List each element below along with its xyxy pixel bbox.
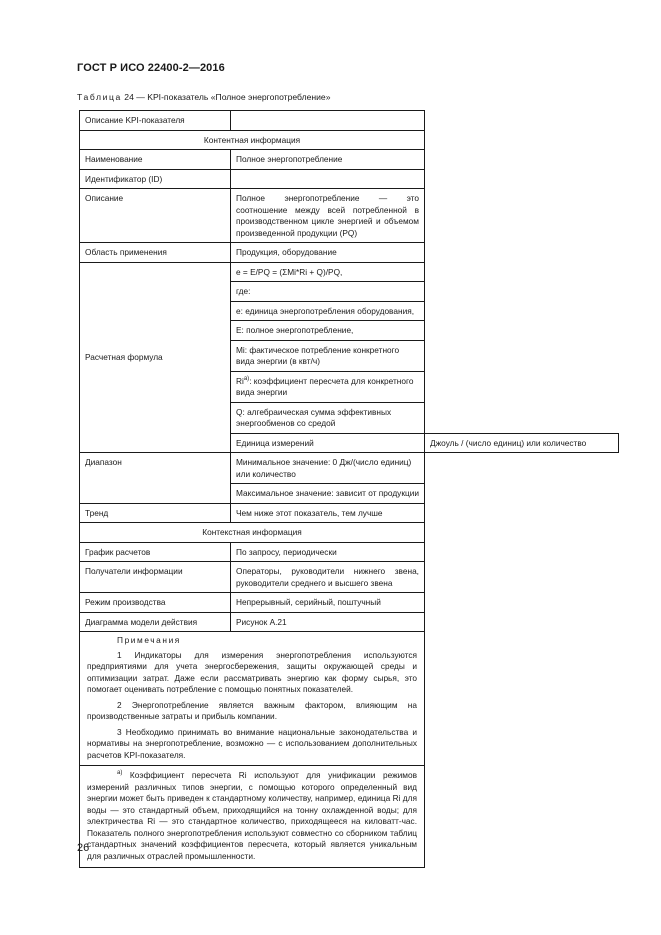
diagram-label: Диаграмма модели действия (80, 612, 231, 632)
unit-value: Джоуль / (число единиц) или количество (425, 433, 619, 453)
footnote (87, 770, 417, 862)
table-row (80, 542, 619, 562)
formula-ri-line (231, 371, 425, 402)
table-row (80, 243, 619, 263)
recipients-label: Получатели информации (80, 562, 231, 593)
diagram-value: Рисунок А.21 (231, 612, 425, 632)
schedule-value: По запросу, периодически (231, 542, 425, 562)
formula-line: e = E/PQ = (ΣMi*Ri + Q)/PQ, (231, 262, 425, 282)
id-label: Идентификатор (ID) (80, 169, 231, 189)
formula-line: Q: алгебраическая сумма эффективных энергообменов со средой (231, 402, 425, 433)
trend-label: Тренд (80, 503, 231, 523)
formula-line: e: единица энергопотребления оборудования, (231, 301, 425, 321)
notes-title: Примечания (117, 635, 181, 645)
kpi-table (79, 110, 619, 868)
notes-cell (80, 632, 425, 766)
name-value: Полное энергопотребление (231, 150, 425, 170)
range-label: Диапазон (80, 453, 231, 504)
desc-value (231, 111, 425, 131)
table-row (80, 562, 619, 593)
footnote-text: Коэффициент пересчета Ri используют для унификации режимов измерений различных типов энергии, с помощью которого определенный вид энергии может быть приведен к стандартному количеству, например, единица Ri для воды — это стандартный объем, приходящийся на тонну охлажденной воды; для электричества Ri — это стандартное количество, приходящееся на киловатт-час. Показатель полного энергопотребления используют совместно со сборником таблиц стандартных значений коэффициентов пересчета, который является уникальным для различных отраслей промышленности. (87, 770, 417, 861)
note-item: 1 Индикаторы для измерения энергопотребления используются предприятиями для учета энергосбережения, защиты окружающей среды и оптимизации затрат. Даже если рассматривать энергию как форму сырья, это помогает оценивать потребление с помощью понятных показателей. (87, 649, 417, 694)
description-value: Полное энергопотребление — это соотношение между всей потребленной в производственном цикле энергией и объемом произведенной продукции (PQ) (231, 189, 425, 243)
caption-prefix: Таблица (77, 92, 122, 102)
content-section-heading: Контентная информация (80, 130, 425, 150)
table-row (80, 262, 619, 282)
page-number: 26 (77, 842, 90, 854)
table-row (80, 503, 619, 523)
formula-line: где: (231, 282, 425, 302)
scope-value: Продукция, оборудование (231, 243, 425, 263)
name-label: Наименование (80, 150, 231, 170)
section-row (80, 523, 619, 543)
footnote-cell (80, 766, 425, 868)
formula-label: Расчетная формула (80, 262, 231, 453)
table-row (80, 612, 619, 632)
mode-label: Режим производства (80, 593, 231, 613)
formula-line: Mi: фактическое потребление конкретного вида энергии (в квт/ч) (231, 340, 425, 371)
range-max: Максимальное значение: зависит от продукции (231, 484, 425, 504)
footnote-ref: а) (243, 375, 250, 382)
mode-value: Непрерывный, серийный, поштучный (231, 593, 425, 613)
footnote-marker: а) (117, 770, 123, 776)
id-value (231, 169, 425, 189)
range-min: Минимальное значение: 0 Дж/(число единиц) или количество (231, 453, 425, 484)
footnote-row (80, 766, 619, 868)
table-row (80, 169, 619, 189)
trend-value: Чем ниже этот показатель, тем лучше (231, 503, 425, 523)
formula-ri-text: : коэффициент пересчета для конкретного вида энергии (236, 375, 414, 397)
table-row (80, 593, 619, 613)
desc-label: Описание KPI-показателя (80, 111, 231, 131)
formula-line: E: полное энергопотребление, (231, 321, 425, 341)
schedule-label: График расчетов (80, 542, 231, 562)
formula-ri-prefix: Ri (236, 375, 244, 386)
table-row (80, 111, 619, 131)
scope-label: Область применения (80, 243, 231, 263)
table-row (80, 189, 619, 243)
document-header: ГОСТ Р ИСО 22400-2—2016 (77, 62, 225, 74)
table-caption (77, 92, 331, 102)
table-row (80, 453, 619, 484)
section-row (80, 130, 619, 150)
recipients-value: Операторы, руководители нижнего звена, руководители среднего и высшего звена (231, 562, 425, 593)
context-section-heading: Контекстная информация (80, 523, 425, 543)
description-label: Описание (80, 189, 231, 243)
note-item: 2 Энергопотребление является важным фактором, влияющим на производственные затраты и прибыль компании. (87, 699, 417, 721)
caption-title: 24 — KPI-показатель «Полное энергопотребление» (121, 92, 331, 102)
unit-label: Единица измерений (231, 433, 425, 453)
note-item: 3 Необходимо принимать во внимание национальные законодательства и нормативы на энергопотребление, возможно — с использованием дополнительных расчетов KPI-показателя. (87, 726, 417, 760)
table-row (80, 150, 619, 170)
notes-row (80, 632, 619, 766)
